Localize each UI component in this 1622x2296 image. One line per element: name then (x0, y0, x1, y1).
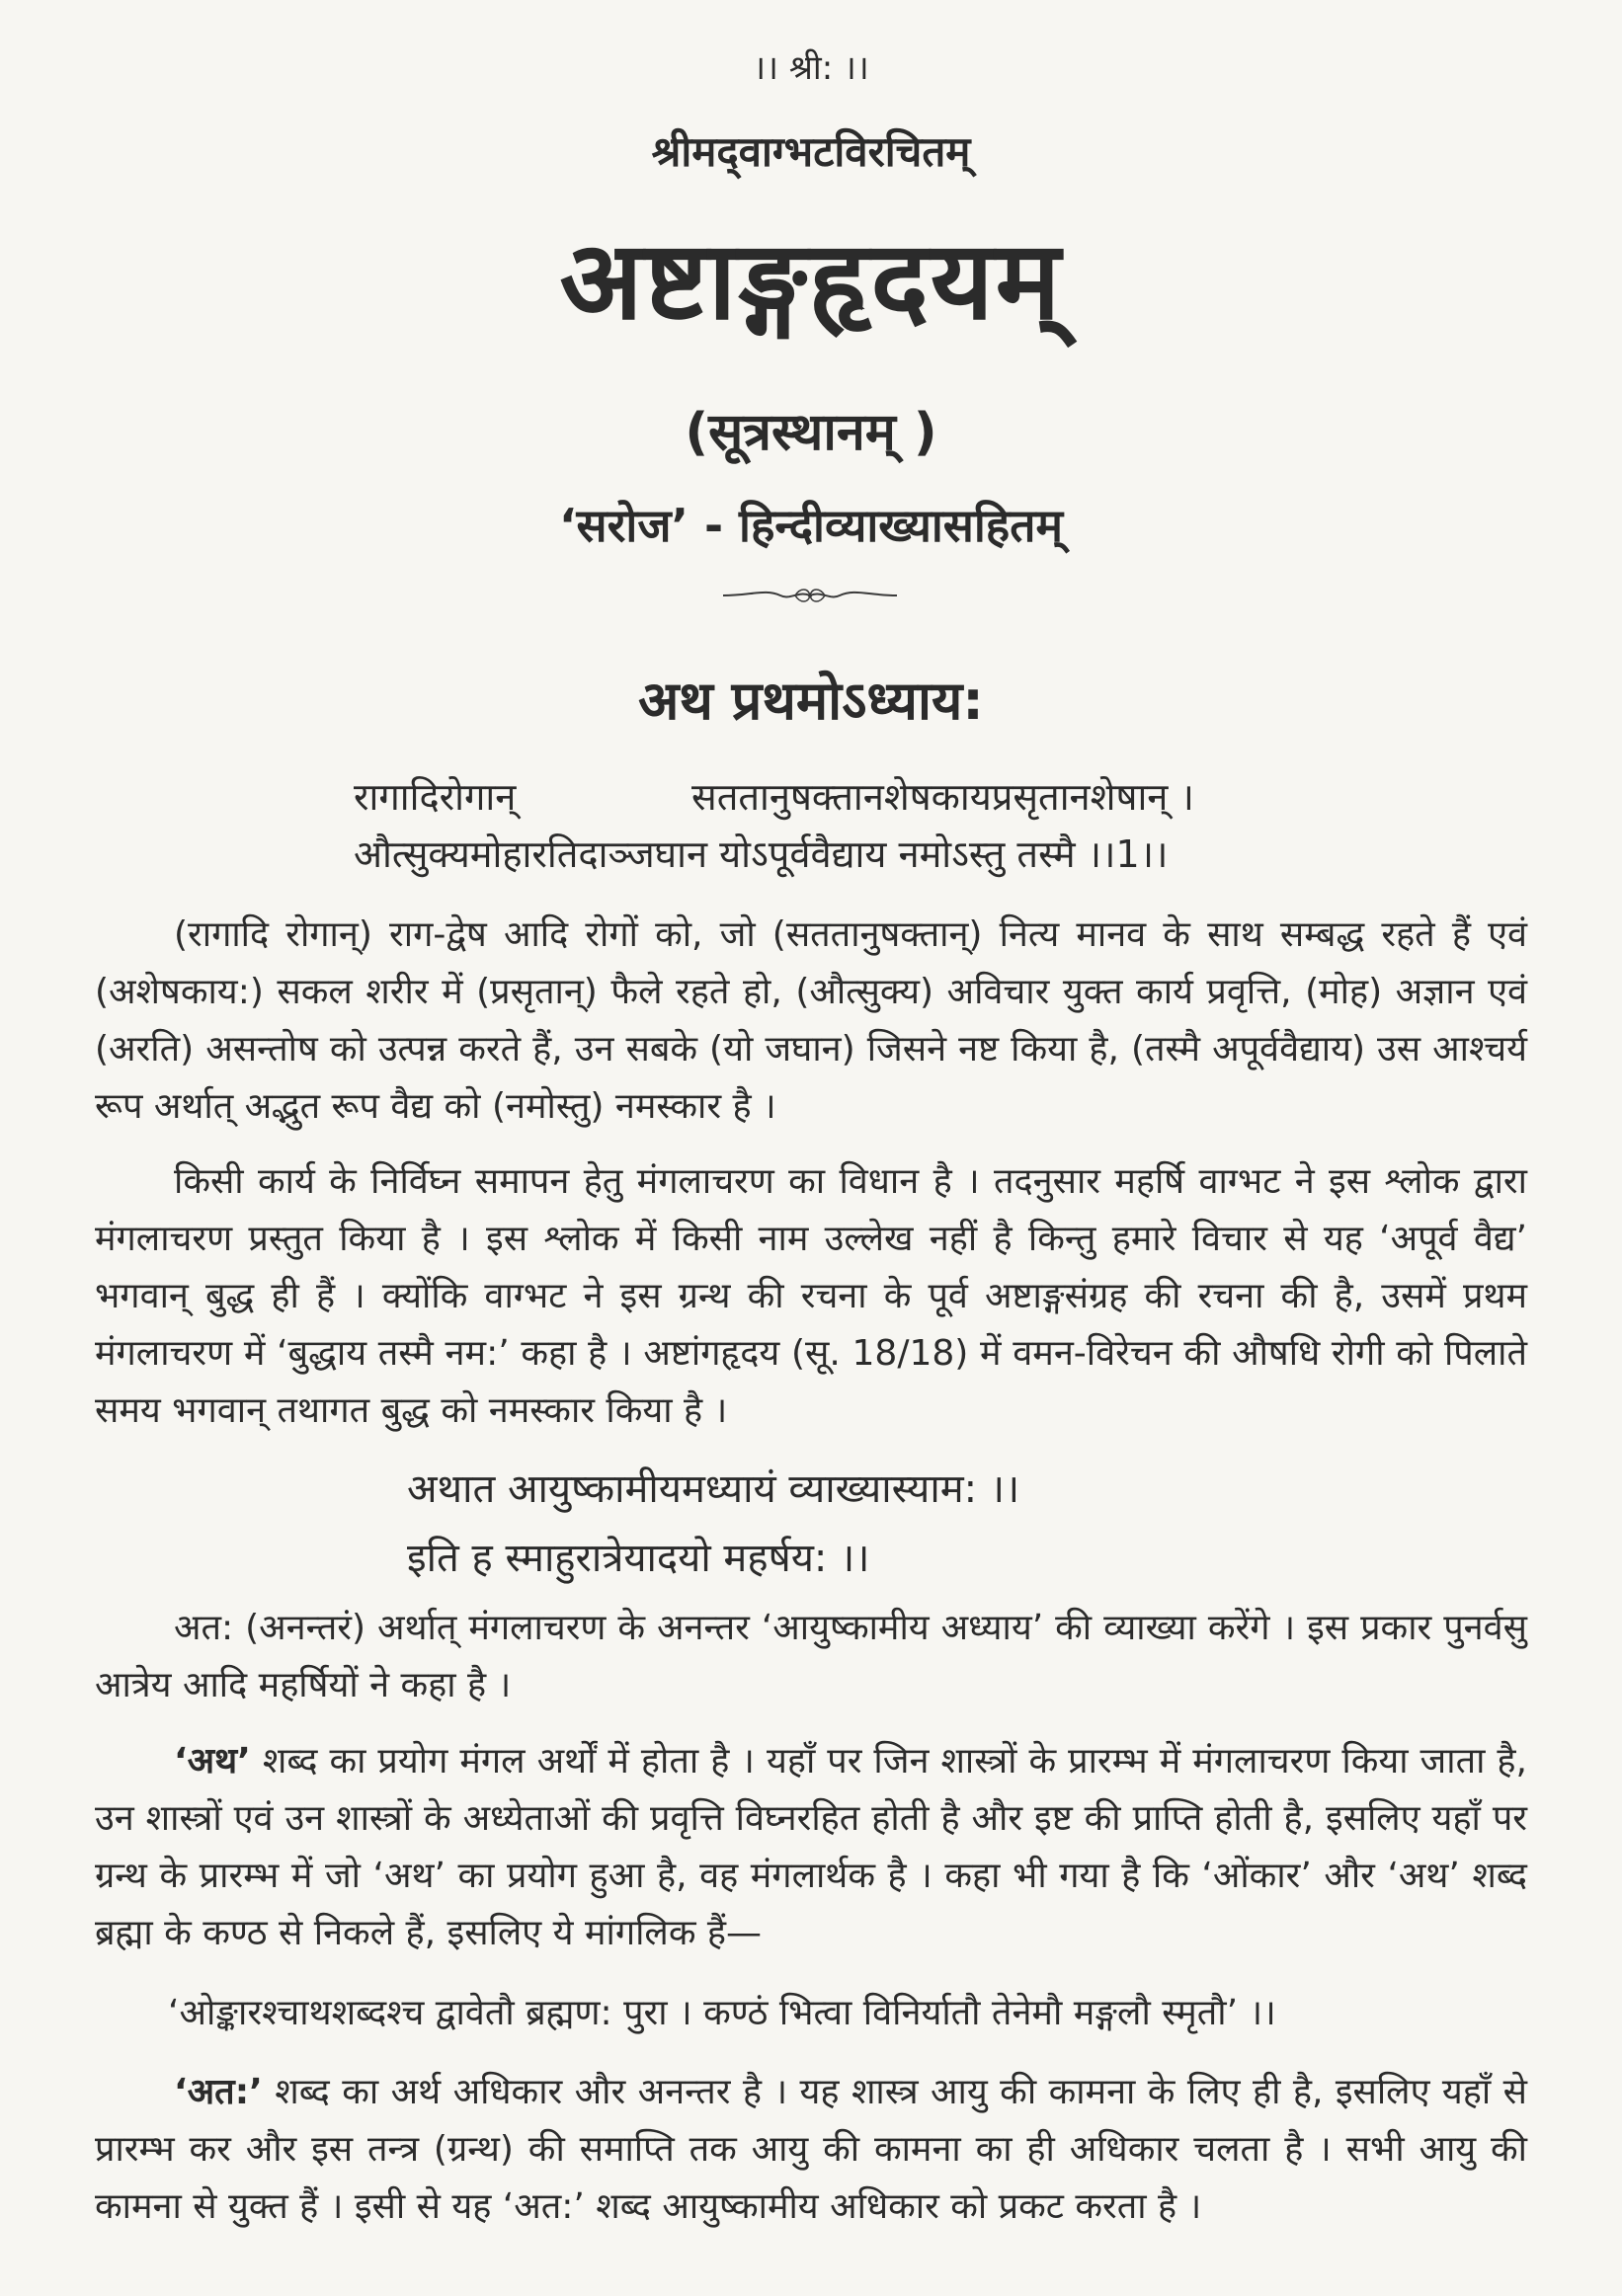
quoted-verse: ‘ओङ्कारश्चाथशब्दश्च द्वावेतौ ब्रह्मण: पुरा । कण्ठं भित्वा विनिर्यातौ तेनेमौ मङ्गलौ स्मृतौ’ ।। (168, 1993, 1276, 2033)
term-atha: ‘अथ’ (174, 1741, 251, 1781)
verse1-line1-part1: रागादिरोगान् (354, 775, 517, 819)
verse1-line1-part2: सततानुषक्तानशेषकायप्रसृतानशेषान् । (691, 775, 1194, 819)
commentary-paragraph-2: किसी कार्य के निर्विघ्न समापन हेतु मंगलाचरण का विधान है । तदनुसार महर्षि वाग्भट ने इस श्लोक द्वारा मंगलाचरण प्रस्तुत किया है । इस श्लोक में किसी नाम उल्लेख नहीं है किन्तु हमारे विचार से यह ‘अपूर्व वैद्य’ भगवान् बुद्ध ही हैं । क्योंकि वाग्भट ने इस ग्रन्थ की रचना के पूर्व अष्टाङ्गसंग्रह की रचना की है, उसमें प्रथम मंगलाचरण में ‘बुद्धाय तस्मै नम:’ कहा है । अष्टांगहृदय (सू. 18/18) में वमन-विरेचन की औषधि रोगी को पिलाते समय भगवान् तथागत बुद्ध को नमस्कार किया है । (95, 1161, 1527, 1431)
chapter-heading: अथ प्रथमोऽध्याय: (638, 670, 984, 732)
paragraph-5-body: शब्द का अर्थ अधिकार और अनन्तर है । यह शास्त्र आयु की कामना के लिए ही है, इसलिए यहाँ से प्रारम्भ कर और इस तन्त्र (ग्रन्थ) की समाप्ति तक आयु की कामना का ही अधिकार चलता है । सभी आयु की कामना से युक्त हैं । इसी से यह ‘अत:’ शब्द आयुष्कामीय अधिकार को प्रकट करता है । (95, 2072, 1527, 2227)
verse2-line2: इति ह स्माहुरात्रेयादयो महर्षय: ।। (407, 1536, 870, 1581)
book-title: अष्टाङ्गहृदयम् (559, 217, 1063, 344)
term-atah: ‘अत:’ (174, 2072, 263, 2112)
commentary-paragraph-3: अत: (अनन्तरं) अर्थात् मंगलाचरण के अनन्तर ‘आयुष्कामीय अध्याय’ की व्याख्या करेंगे । इस प्रकार पुनर्वसु आत्रेय आदि महर्षियों ने कहा है । (95, 1608, 1527, 1705)
commentary-paragraph-4 (95, 1733, 1527, 1962)
scroll-flourish-icon (721, 585, 899, 606)
commentary-line: ‘सरोज’ - हिन्दीव्याख्यासहितम् (559, 499, 1063, 552)
paragraph-4-body: शब्द का प्रयोग मंगल अर्थों में होता है । यहाँ पर जिन शास्त्रों के प्रारम्भ में मंगलाचरण किया जाता है, उन शास्त्रों एवं उन शास्त्रों के अध्येताओं की प्रवृत्ति विघ्नरहित होती है और इष्ट की प्राप्ति होती है, इसलिए यहाँ पर ग्रन्थ के प्रारम्भ में जो ‘अथ’ का प्रयोग हुआ है, वह मंगलार्थक है । कहा भी गया है कि ‘ओंकार’ और ‘अथ’ शब्द ब्रह्मा के कण्ठ से निकले हैं, इसलिए ये मांगलिक हैं— (95, 1741, 1527, 1953)
verse2-line1: अथात आयुष्कामीयमध्यायं व्याख्यास्याम: ।। (407, 1466, 1020, 1512)
section-name: (सूत्रस्थानम् ) (685, 403, 937, 462)
author-line: श्रीमद्‌वाग्भटविरचितम् (651, 127, 971, 176)
commentary-paragraph-1: (रागादि रोगान्) राग-द्वेष आदि रोगों को, जो (सततानुषक्तान्) नित्य मानव के साथ सम्बद्ध रहते हैं एवं (अशेषकाय:) सकल शरीर में (प्रसृतान्) फैले रहते हो, (औत्सुक्य) अविचार युक्त कार्य प्रवृत्ति, (मोह) अज्ञान एवं (अरति) असन्तोष को उत्पन्न करते हैं, उन सबके (यो जघान) जिसने नष्ट किया है, (तस्मै अपूर्ववैद्याय) उस आश्चर्य रूप अर्थात् अद्भुत रूप वैद्य को (नमोस्तु) नमस्कार है । (95, 914, 1527, 1127)
commentary-paragraph-5 (95, 2064, 1527, 2236)
verse1-line2: औत्सुक्यमोहारतिदाञ्जघान योऽपूर्ववैद्याय नमोऽस्तु तस्मै ।।1।। (354, 832, 1169, 876)
invocation-line: ।। श्री: ।। (753, 48, 869, 88)
